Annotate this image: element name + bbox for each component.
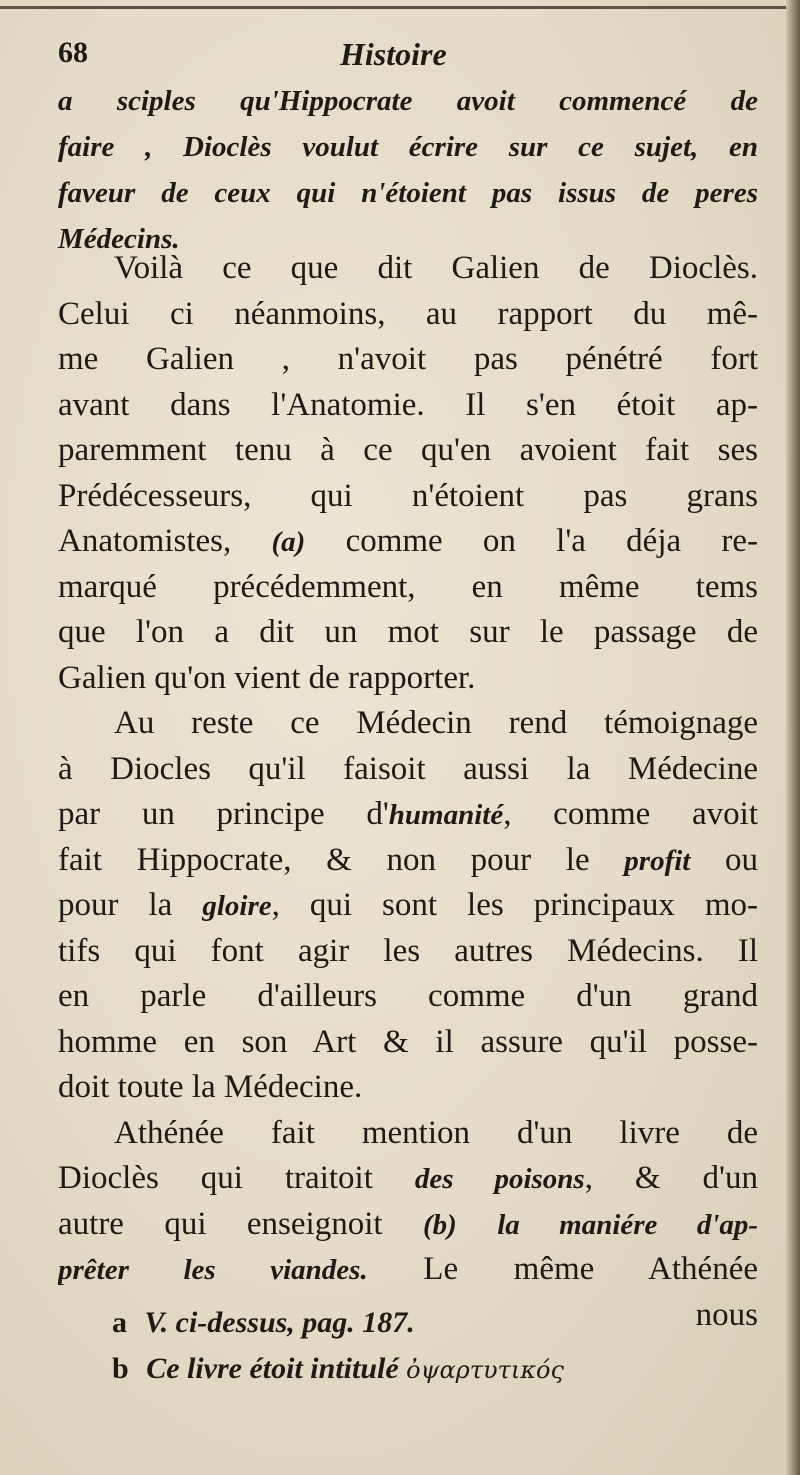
text-segment: , qui sont les principaux mo- bbox=[271, 887, 758, 923]
text-line: à Diocles qu'il faisoit aussi la Médecine bbox=[58, 750, 758, 787]
text-line: Celui ci néanmoins, au rapport du mê- bbox=[58, 295, 758, 332]
text-segment: Le même Athénée bbox=[423, 1251, 758, 1287]
running-title: Histoire bbox=[340, 36, 447, 72]
text-segment: ou bbox=[725, 841, 758, 878]
text-segment: , & d'un bbox=[584, 1160, 758, 1196]
top-rule bbox=[0, 6, 800, 9]
text-line: Prédécesseurs, qui n'étoient pas grans bbox=[58, 477, 758, 514]
text-line: doit toute la Médecine. bbox=[58, 1069, 363, 1105]
text-line: Médecins. bbox=[58, 223, 180, 255]
text-line: en parle d'ailleurs comme d'un grand bbox=[58, 978, 758, 1014]
text-line: que l'on a dit un mot sur le passage de bbox=[58, 614, 758, 650]
footnote-marker: a bbox=[112, 1306, 127, 1339]
italic-term: humanité bbox=[388, 799, 504, 831]
text-segment: Anatomistes, bbox=[58, 523, 232, 559]
text-line: Athénée fait mention d'un livre de bbox=[114, 1114, 758, 1151]
greek-title: ὀψαρτυτικός bbox=[406, 1356, 564, 1384]
text-line: tifs qui font agir les autres Médecins. Il bbox=[58, 932, 758, 969]
text-line: paremment tenu à ce qu'en avoient fait ses bbox=[58, 432, 758, 468]
footnote-ref-a: (a) bbox=[271, 526, 306, 558]
text-line: avant dans l'Anatomie. Il s'en étoit ap- bbox=[58, 386, 758, 423]
footnote-marker: b bbox=[112, 1352, 129, 1385]
text-segment: fait Hippocrate, & non pour le bbox=[58, 841, 590, 878]
text-line: me Galien , n'avoit pas pénétré fort bbox=[58, 341, 758, 377]
page-number: 68 bbox=[58, 36, 88, 69]
text-line: Voilà ce que dit Galien de Dioclès. bbox=[114, 250, 758, 286]
italic-term: des poisons bbox=[414, 1163, 585, 1195]
running-head bbox=[58, 36, 748, 80]
text-line: Galien qu'on vient de rapporter. bbox=[58, 659, 476, 696]
text-line bbox=[58, 792, 758, 838]
text-line: homme en son Art & il assure qu'il posse- bbox=[58, 1023, 758, 1060]
italic-term: la maniére d'ap- bbox=[497, 1208, 758, 1241]
italic-paragraph bbox=[58, 78, 758, 262]
footnote-text: Ce livre étoit intitulé bbox=[146, 1352, 399, 1385]
italic-term: prêter les viandes. bbox=[58, 1254, 368, 1286]
text-line bbox=[58, 1156, 758, 1202]
text-line: Au reste ce Médecin rend témoignage bbox=[114, 705, 758, 741]
body-text bbox=[58, 246, 758, 1338]
text-segment: par un principe d' bbox=[58, 796, 389, 832]
text-line bbox=[58, 519, 758, 565]
text-line bbox=[58, 1247, 758, 1293]
italic-term: gloire bbox=[202, 890, 272, 922]
footnote-b bbox=[112, 1346, 732, 1393]
catchword: nous bbox=[695, 1296, 758, 1333]
footnote-text: V. ci-dessus, pag. 187. bbox=[144, 1306, 415, 1339]
footnotes bbox=[112, 1300, 732, 1393]
text-segment: pour la bbox=[58, 887, 173, 923]
footnote-a bbox=[112, 1300, 732, 1346]
text-line: a sciples qu'Hippocrate avoit commencé de bbox=[58, 85, 758, 117]
text-line: marqué précédemment, en même tems bbox=[58, 568, 758, 605]
footnote-ref-b: (b) bbox=[422, 1208, 457, 1241]
text-line bbox=[58, 1202, 758, 1248]
text-segment: , comme avoit bbox=[503, 796, 758, 832]
text-segment: Dioclès qui traitoit bbox=[58, 1160, 373, 1196]
text-line bbox=[58, 883, 758, 929]
text-segment: comme on l'a déja re- bbox=[345, 523, 758, 559]
text-line: faire , Dioclès voulut écrire sur ce sujet, en bbox=[58, 131, 758, 163]
text-line bbox=[58, 838, 758, 884]
text-line: faveur de ceux qui n'étoient pas issus de peres bbox=[58, 177, 758, 209]
page-edge bbox=[786, 0, 800, 1475]
text-segment: autre qui enseignoit bbox=[58, 1205, 383, 1242]
italic-term: profit bbox=[624, 844, 691, 877]
